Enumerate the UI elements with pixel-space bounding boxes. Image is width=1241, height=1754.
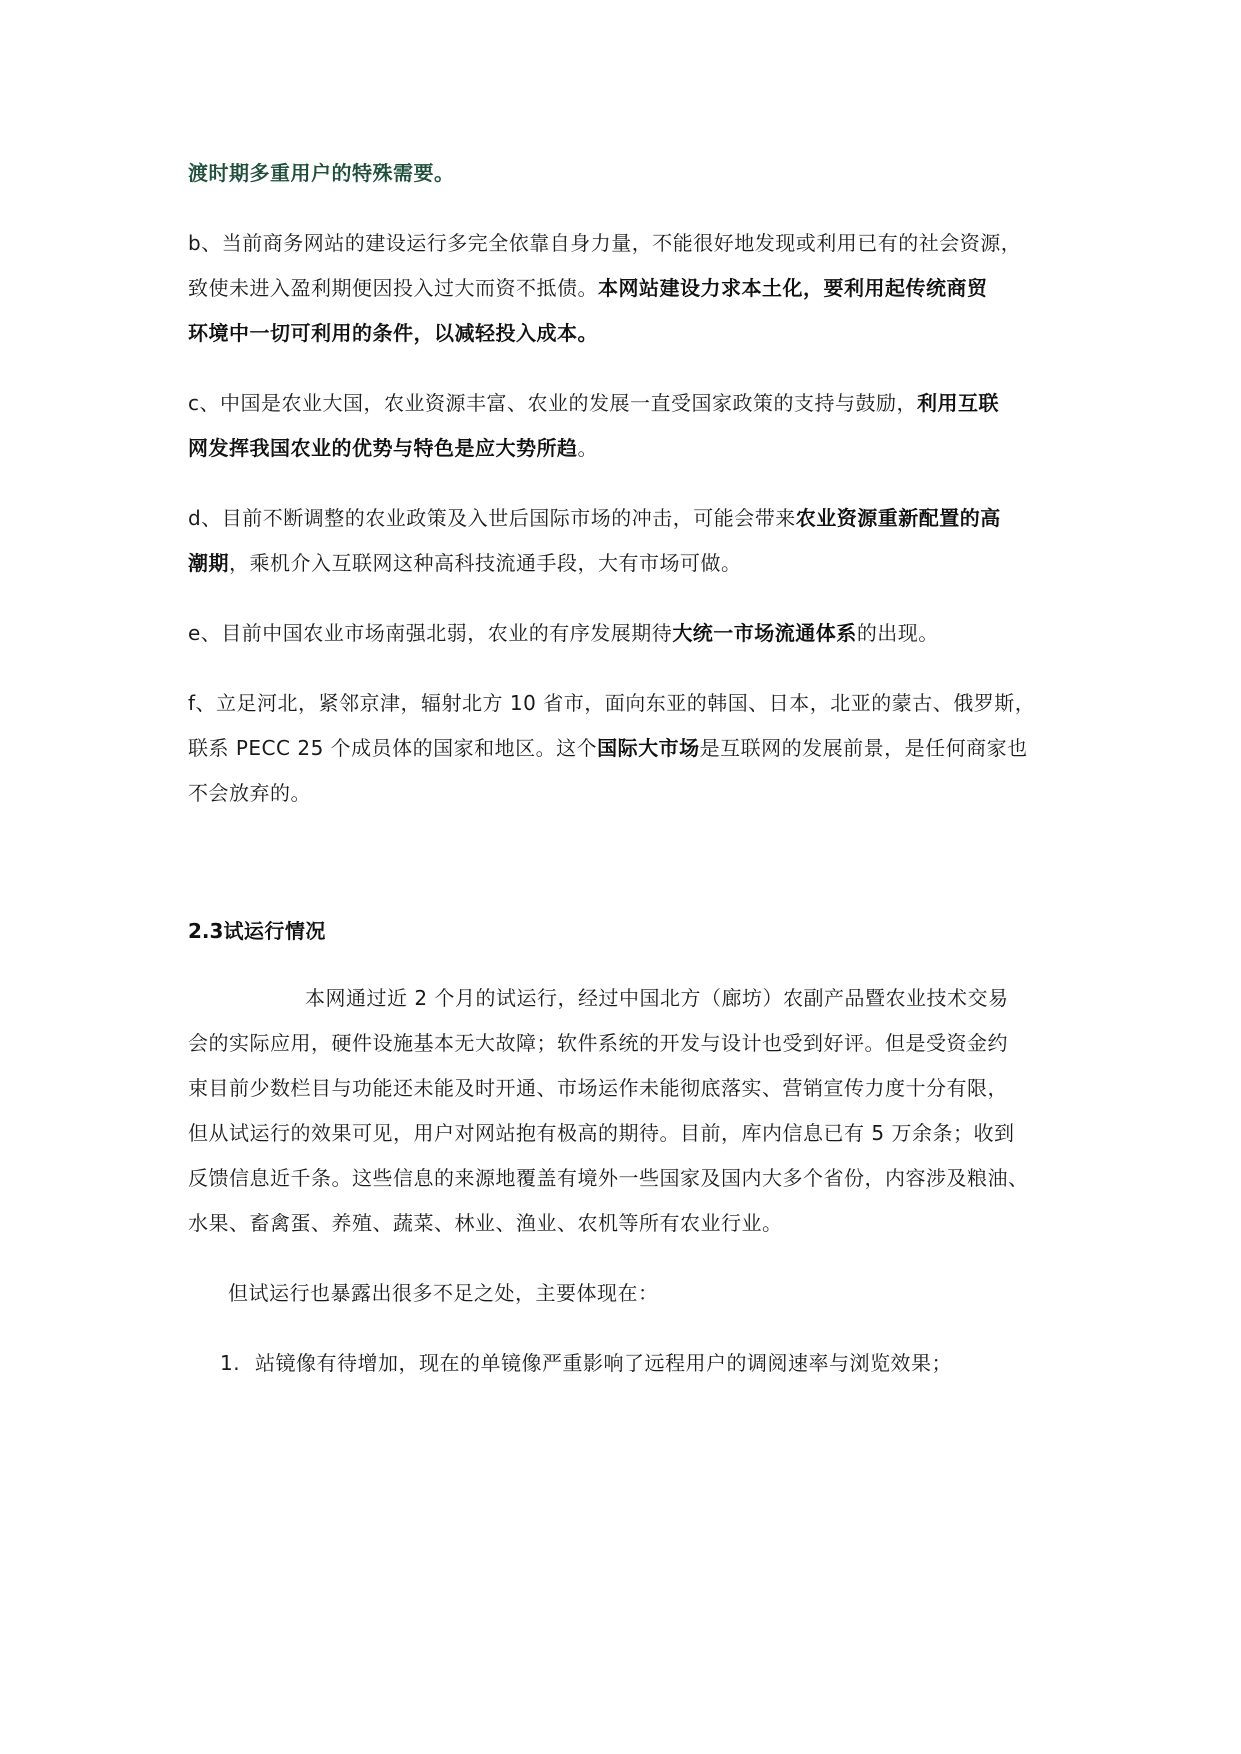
- section-heading: [188, 918, 1068, 944]
- para-e-line-1: [188, 620, 1068, 646]
- para-f-line-3: 不会放弃的。: [188, 781, 311, 805]
- para-b-line-1: b、当前商务网站的建设运行多完全依靠自身力量，不能很好地发现或利用已有的社会资源，: [188, 231, 1022, 255]
- para-b-line-2: [188, 275, 1068, 301]
- para-f-line-1: f、立足河北，紧邻京津，辐射北方 10 省市，面向东亚的韩国、日本，北亚的蒙古、俄罗斯，: [188, 691, 1036, 715]
- para-c-line-2: [188, 435, 1068, 461]
- para-c-emphasis: 利用互联: [917, 391, 999, 415]
- trial-line-6: 水果、畜禽蛋、养殖、蔬菜、林业、渔业、农机等所有农业行业。: [188, 1211, 783, 1235]
- list-item: [220, 1350, 1080, 1376]
- list-item-number: 1.: [220, 1351, 241, 1375]
- section-title: 试运行情况: [223, 919, 326, 943]
- trial-line-3: 束目前少数栏目与功能还未能及时开通、市场运作未能彻底落实、营销宣传力度十分有限，: [188, 1076, 1008, 1100]
- trial-line-4: 但从试运行的效果可见，用户对网站抱有极高的期待。目前，库内信息已有 5 万余条；收到: [188, 1121, 1015, 1145]
- para-e-text: e、目前中国农业市场南强北弱，农业的有序发展期待: [188, 621, 673, 645]
- section-number: 2.3: [188, 919, 224, 943]
- para-f-line-2: [188, 735, 1068, 761]
- para-c-text: c、中国是农业大国，农业资源丰富、农业的发展一直受国家政策的支持与鼓励，: [188, 391, 917, 415]
- para-b-emphasis: 本网站建设力求本土化，要利用起传统商贸: [598, 276, 988, 300]
- para-b-line-3: 环境中一切可利用的条件，以减轻投入成本。: [188, 321, 598, 345]
- para-d-emphasis-2: 潮期: [188, 551, 229, 575]
- para-d-line-2: [188, 550, 1068, 576]
- para-f-text: 联系 PECC 25 个成员体的国家和地区。这个: [188, 736, 598, 760]
- para-d-text: d、目前不断调整的农业政策及入世后国际市场的冲击，可能会带来: [188, 506, 796, 530]
- para-c-end: 。: [577, 436, 598, 460]
- trial-line-2: 会的实际应用，硬件设施基本无大故障；软件系统的开发与设计也受到好评。但是受资金约: [188, 1031, 1008, 1055]
- list-item-text: 站镜像有待增加，现在的单镜像严重影响了远程用户的调阅速率与浏览效果；: [254, 1351, 952, 1375]
- para-b-text: 致使未进入盈利期便因投入过大而资不抵债。: [188, 276, 598, 300]
- para-f-emphasis: 国际大市场: [597, 736, 700, 760]
- para-d-text-2: ，乘机介入互联网这种高科技流通手段，大有市场可做。: [229, 551, 742, 575]
- para-c-emphasis-2: 网发挥我国农业的优势与特色是应大势所趋: [188, 436, 578, 460]
- para-d-line-1: [188, 505, 1068, 531]
- trial-line-1: 本网通过近 2 个月的试运行，经过中国北方（廊坊）农副产品暨农业技术交易: [305, 986, 1009, 1010]
- para-c-line-1: [188, 390, 1068, 416]
- para-d-emphasis: 农业资源重新配置的高: [795, 506, 1001, 530]
- para-e-end: 的出现。: [856, 621, 939, 645]
- intro-line: 渡时期多重用户的特殊需要。: [188, 161, 455, 185]
- trial-line-5: 反馈信息近千条。这些信息的来源地覆盖有境外一些国家及国内大多个省份，内容涉及粮油、: [188, 1166, 1029, 1190]
- para-f-text-2: 是互联网的发展前景，是任何商家也: [699, 736, 1028, 760]
- para-e-emphasis: 大统一市场流通体系: [672, 621, 857, 645]
- problems-intro: 但试运行也暴露出很多不足之处，主要体现在：: [228, 1281, 659, 1305]
